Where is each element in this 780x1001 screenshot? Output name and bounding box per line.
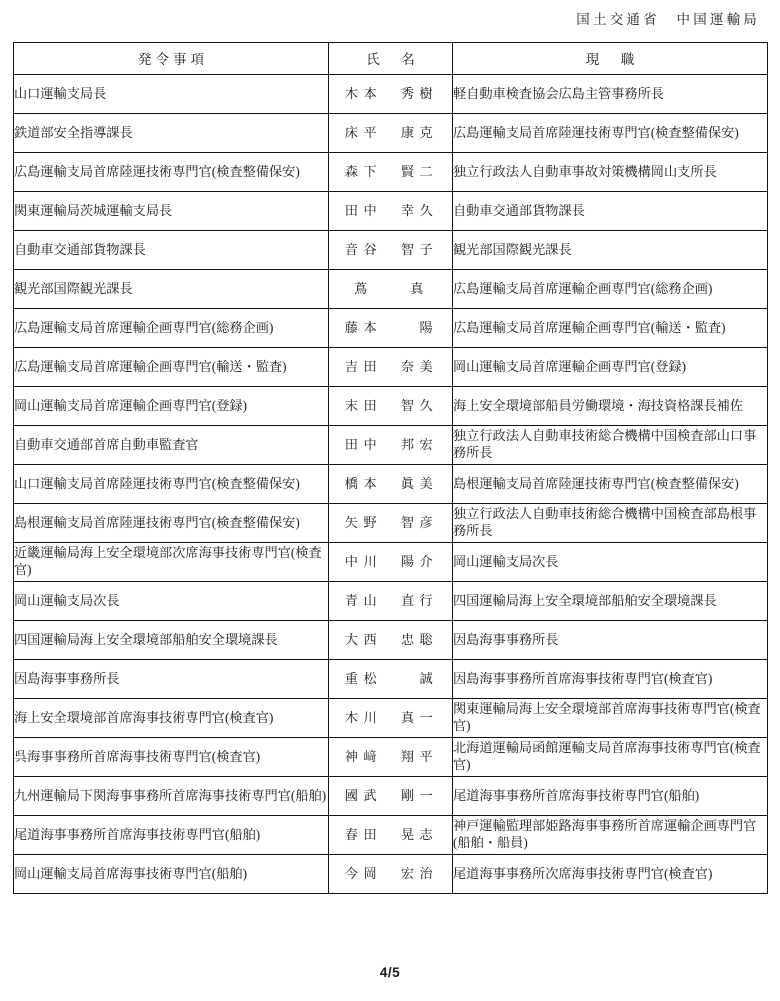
person-name: 田中 邦宏 [344,436,439,452]
cell-name [329,699,453,738]
person-name: 蔦 真 [354,280,429,296]
cell-name [329,621,453,660]
person-name: 矢野 智彦 [344,514,439,530]
cell-order: 近畿運輸局海上安全環境部次席海事技術専門官(検査官) [14,543,329,582]
cell-current-post: 岡山運輸支局次長 [453,543,768,582]
table-row [14,621,768,660]
table-row [14,465,768,504]
appointments-table [13,42,768,894]
cell-order: 岡山運輸支局次長 [14,582,329,621]
cell-current-post: 海上安全環境部船員労働環境・海技資格課長補佐 [453,387,768,426]
cell-current-post: 因島海事事務所長 [453,621,768,660]
cell-name [329,426,453,465]
cell-current-post: 四国運輸局海上安全環境部船舶安全環境課長 [453,582,768,621]
person-name: 吉田 奈美 [344,358,439,374]
cell-current-post: 北海道運輸局函館運輸支局首席海事技術専門官(検査官) [453,738,768,777]
cell-current-post: 独立行政法人自動車技術総合機構中国検査部島根事務所長 [453,504,768,543]
appointments-table-container [13,42,767,894]
cell-order: 九州運輸局下関海事事務所首席海事技術専門官(船舶) [14,777,329,816]
table-row [14,309,768,348]
person-name: 春田 晃志 [344,826,439,842]
cell-name [329,465,453,504]
table-row [14,777,768,816]
table-body [14,75,768,894]
cell-order: 山口運輸支局長 [14,75,329,114]
cell-order: 岡山運輸支局首席海事技術専門官(船舶) [14,855,329,894]
cell-order: 岡山運輸支局首席運輸企画専門官(登録) [14,387,329,426]
cell-name [329,777,453,816]
table-row [14,387,768,426]
cell-order: 自動車交通部首席自動車監査官 [14,426,329,465]
cell-name [329,270,453,309]
cell-name [329,543,453,582]
cell-name [329,192,453,231]
cell-order: 自動車交通部貨物課長 [14,231,329,270]
column-header-order [14,43,329,75]
person-name: 橋本 眞美 [344,475,439,491]
cell-order: 広島運輸支局首席運輸企画専門官(総務企画) [14,309,329,348]
cell-current-post: 軽自動車検査協会広島主管事務所長 [453,75,768,114]
cell-order: 四国運輸局海上安全環境部船舶安全環境課長 [14,621,329,660]
cell-order: 観光部国際観光課長 [14,270,329,309]
cell-current-post: 広島運輸支局首席運輸企画専門官(輸送・監査) [453,309,768,348]
cell-name [329,231,453,270]
table-row [14,426,768,465]
table-row [14,348,768,387]
cell-current-post: 尾道海事事務所首席海事技術専門官(船舶) [453,777,768,816]
cell-current-post: 独立行政法人自動車技術総合機構中国検査部山口事務所長 [453,426,768,465]
cell-current-post: 関東運輸局海上安全環境部首席海事技術専門官(検査官) [453,699,768,738]
cell-current-post: 島根運輸支局首席陸運技術専門官(検査整備保安) [453,465,768,504]
cell-name [329,660,453,699]
table-row [14,660,768,699]
cell-name [329,75,453,114]
cell-order: 海上安全環境部首席海事技術専門官(検査官) [14,699,329,738]
column-header-order-label: 発令事項 [138,52,208,67]
column-header-name-label: 氏 名 [366,52,419,67]
cell-name [329,855,453,894]
cell-current-post: 独立行政法人自動車事故対策機構岡山支所長 [453,153,768,192]
column-header-current [453,43,768,75]
cell-order: 山口運輸支局首席陸運技術専門官(検査整備保安) [14,465,329,504]
person-name: 國武 剛一 [344,787,439,803]
table-row [14,270,768,309]
table-row [14,504,768,543]
person-name: 青山 直行 [344,592,439,608]
cell-name [329,114,453,153]
cell-current-post: 自動車交通部貨物課長 [453,192,768,231]
cell-name [329,387,453,426]
table-row [14,582,768,621]
person-name: 藤本 陽 [344,319,439,335]
cell-order: 鉄道部安全指導課長 [14,114,329,153]
cell-name [329,582,453,621]
person-name: 田中 幸久 [344,202,439,218]
document-header-agency: 国土交通省 中国運輸局 [576,12,760,27]
cell-order: 尾道海事事務所首席海事技術専門官(船舶) [14,816,329,855]
person-name: 木本 秀樹 [344,85,439,101]
cell-current-post: 因島海事事務所首席海事技術専門官(検査官) [453,660,768,699]
person-name: 末田 智久 [344,397,439,413]
person-name: 中川 陽介 [344,553,439,569]
table-header-row [14,43,768,75]
cell-name [329,816,453,855]
table-row [14,543,768,582]
table-row [14,816,768,855]
column-header-name [329,43,453,75]
table-row [14,192,768,231]
cell-current-post: 神戸運輸監理部姫路海事事務所首席運輸企画専門官(船舶・船員) [453,816,768,855]
table-row [14,153,768,192]
cell-order: 島根運輸支局首席陸運技術専門官(検査整備保安) [14,504,329,543]
cell-current-post: 広島運輸支局首席運輸企画専門官(総務企画) [453,270,768,309]
table-row [14,855,768,894]
cell-current-post: 岡山運輸支局首席運輸企画専門官(登録) [453,348,768,387]
cell-order: 広島運輸支局首席陸運技術専門官(検査整備保安) [14,153,329,192]
page-number: 4/5 [379,965,401,980]
person-name: 森下 賢二 [344,163,439,179]
person-name: 大西 忠聡 [344,631,439,647]
cell-order: 因島海事事務所長 [14,660,329,699]
cell-name [329,504,453,543]
cell-order: 呉海事事務所首席海事技術専門官(検査官) [14,738,329,777]
column-header-current-label: 現 職 [585,52,639,67]
person-name: 木川 真一 [344,709,439,725]
cell-name [329,348,453,387]
person-name: 重松 誠 [344,670,439,686]
cell-name [329,738,453,777]
person-name: 今岡 宏治 [344,865,439,881]
cell-name [329,153,453,192]
cell-current-post: 尾道海事事務所次席海事技術専門官(検査官) [453,855,768,894]
table-row [14,231,768,270]
person-name: 神﨑 翔平 [344,748,439,764]
cell-order: 広島運輸支局首席運輸企画専門官(輸送・監査) [14,348,329,387]
cell-current-post: 広島運輸支局首席陸運技術専門官(検査整備保安) [453,114,768,153]
cell-name [329,309,453,348]
table-row [14,699,768,738]
cell-current-post: 観光部国際観光課長 [453,231,768,270]
table-row [14,114,768,153]
person-name: 音谷 智子 [344,241,439,257]
person-name: 床平 康克 [344,124,439,140]
cell-order: 関東運輸局茨城運輸支局長 [14,192,329,231]
table-row [14,738,768,777]
table-row [14,75,768,114]
